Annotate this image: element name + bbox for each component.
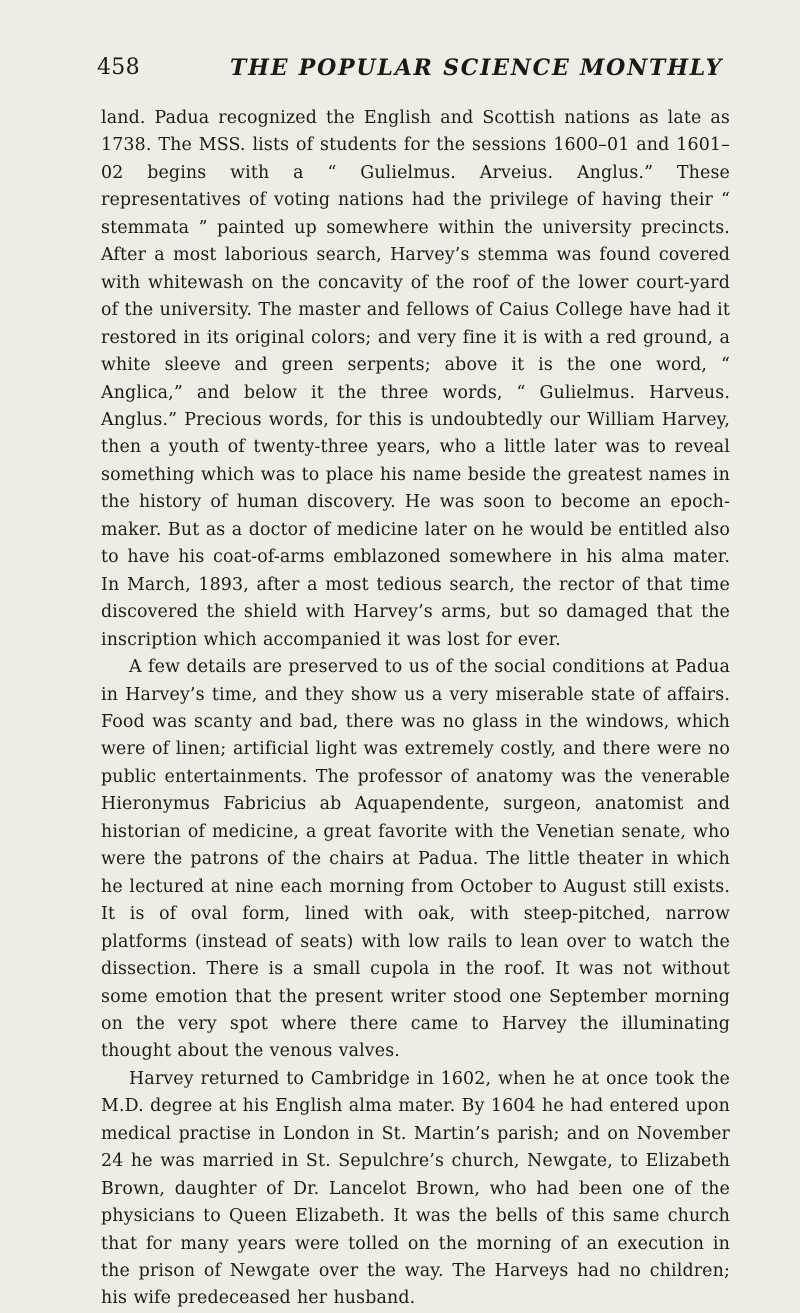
paragraph-return-to-cambridge: Harvey returned to Cambridge in 1602, when he at once took the M.D. degree at his English alma mater. By 1604 he had entered upon medical practise in London in St. Martin’s parish; and on November 24 he was married in St. Sepulchre’s church, Newgate, to Elizabeth Brown, daughter of Dr. Lancelot Brown, who had been one of the physicians to Queen Elizabeth. It was the bells of this same church that for many years were tolled on the morning of an execution in the prison of Newgate over the way. The Harveys had no children; his wife predeceased her husband. <box>101 1068 730 1309</box>
running-head: THE POPULAR SCIENCE MONTHLY <box>230 55 724 81</box>
page-number: 458 <box>97 55 140 80</box>
article-body <box>101 105 730 1313</box>
paragraph-social-conditions: A few details are preserved to us of the social conditions at Padua in Harvey’s time, and they show us a very miserable state of affairs. Food was scanty and bad, there was no glass in the windows, which were of linen; artificial light was extremely costly, and there were no public entertainments. The professor of anatomy was the venerable Hieronymus Fabricius ab Aquapendente, surgeon, anatomist and historian of medicine, a great favorite with the Venetian senate, who were the patrons of the chairs at Padua. The little theater in which he lectured at nine each morning from October to August still exists. It is of oval form, lined with oak, with steep-pitched, narrow platforms (instead of seats) with low rails to lean over to watch the dissection. There is a small cupola in the roof. It was not without some emotion that the present writer stood one September morning on the very spot where there came to Harvey the illuminating thought about the venous valves. <box>101 657 730 1062</box>
page-header <box>97 55 730 89</box>
paragraph-padua-stemma: land. Padua recognized the English and Scottish nations as late as 1738. The MSS. lists of students for the sessions 1600–01 and 1601–02 begins with a “ Gulielmus. Arveius. Anglus.” These representatives of voting nations had the privilege of having their “ stemmata ” painted up somewhere within the university precincts. After a most laborious search, Harvey’s stemma was found covered with whitewash on the concavity of the roof of the lower court-yard of the university. The master and fellows of Caius College have had it restored in its original colors; and very fine it is with a red ground, a white sleeve and green serpents; above it is the one word, “ Anglica,” and below it the three words, “ Gulielmus. Harveus. Anglus.” Precious words, for this is undoubtedly our William Harvey, then a youth of twenty-three years, who a little later was to reveal something which was to place his name beside the greatest names in the history of human discovery. He was soon to become an epoch-maker. But as a doctor of medicine later on he would be entitled also to have his coat-of-arms emblazoned somewhere in his alma mater. In March, 1893, after a most tedious search, the rector of that time discovered the shield with Harvey’s arms, but so damaged that the inscription which accompanied it was lost for ever. <box>101 108 730 650</box>
